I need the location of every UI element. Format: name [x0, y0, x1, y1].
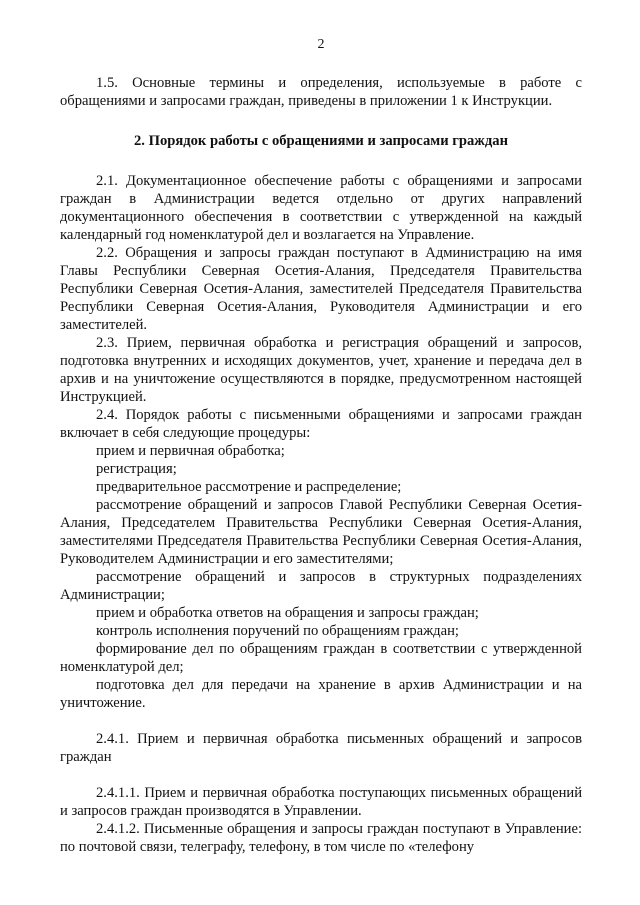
list-item: прием и первичная обработка; [96, 443, 285, 459]
list-item: рассмотрение обращений и запросов в структурных подразделениях Администрации; [60, 569, 582, 603]
list-item: формирование дел по обращениям граждан в соответствии с утвержденной номенклатурой дел; [60, 641, 582, 675]
section-heading-2: 2. Порядок работы с обращениями и запросами граждан [134, 133, 508, 149]
paragraph-2-4-1-2: 2.4.1.2. Письменные обращения и запросы граждан поступают в Управление: по почтовой связи, телеграфу, телефону, в том числе по «телефону [60, 821, 582, 855]
paragraph-2-4-1-1: 2.4.1.1. Прием и первичная обработка поступающих письменных обращений и запросов граждан производятся в Управлении. [60, 785, 582, 819]
procedures-list [60, 442, 582, 712]
paragraph-2-1: 2.1. Документационное обеспечение работы с обращениями и запросами граждан в Администрации ведется отдельно от других направлений документационного обеспечения в соответствии с утвержденной на каждый календарный год номенклатурой дел и возлагается на Управление. [60, 173, 582, 243]
list-item: рассмотрение обращений и запросов Главой Республики Северная Осетия-Алания, Председателем Правительства Республики Северная Осетия-Алания, заместителями Председателя Правительства Республики Северная Осетия-Алания, Руководителем Администрации и его заместителями; [60, 497, 582, 567]
list-item: контроль исполнения поручений по обращениям граждан; [96, 623, 459, 639]
list-item: предварительное рассмотрение и распределение; [96, 479, 402, 495]
paragraph-1-5: 1.5. Основные термины и определения, используемые в работе с обращениями и запросами граждан, приведены в приложении 1 к Инструкции. [60, 75, 582, 109]
page-number: 2 [317, 37, 325, 52]
list-item: подготовка дел для передачи на хранение в архив Администрации и на уничтожение. [60, 677, 582, 711]
subsection-heading-2-4-1: 2.4.1. Прием и первичная обработка письменных обращений и запросов граждан [60, 731, 582, 765]
list-item: регистрация; [96, 461, 177, 477]
document-body [60, 74, 582, 856]
paragraph-2-2: 2.2. Обращения и запросы граждан поступают в Администрацию на имя Главы Республики Северная Осетия-Алания, Председателя Правительства Республики Северная Осетия-Алания, заместителей Председателя Правительства Республики Северная Осетия-Алания, Руководителя Администрации и его заместителей. [60, 245, 582, 333]
paragraph-2-3: 2.3. Прием, первичная обработка и регистрация обращений и запросов, подготовка внутренних и исходящих документов, учет, хранение и передача дел в архив и на уничтожение осуществляются в порядке, предусмотренном настоящей Инструкцией. [60, 335, 582, 405]
list-item: прием и обработка ответов на обращения и запросы граждан; [96, 605, 479, 621]
paragraph-2-4: 2.4. Порядок работы с письменными обращениями и запросами граждан включает в себя следующие процедуры: [60, 407, 582, 441]
